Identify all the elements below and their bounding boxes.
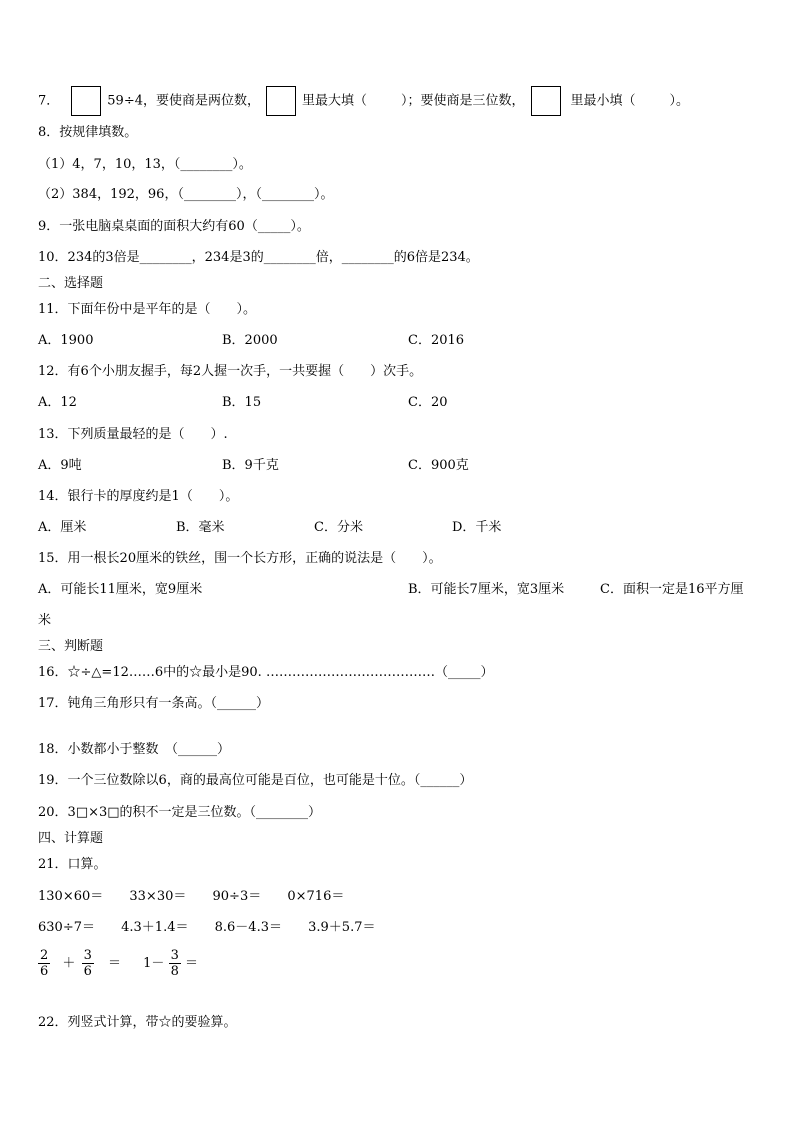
- equals-sign: ＝: [108, 956, 122, 971]
- question-9: 9．一张电脑桌桌面的面积大约有60（_____）。: [38, 219, 310, 234]
- answer-box-1[interactable]: [71, 86, 101, 116]
- q15-option-a[interactable]: A．可能长11厘米，宽9厘米: [38, 582, 203, 597]
- calc-item: 33×30＝: [129, 889, 187, 904]
- q12-option-c[interactable]: C．20: [408, 395, 448, 410]
- q11-option-a[interactable]: A．1900: [38, 333, 94, 348]
- section-calculation-heading: 四、计算题: [38, 831, 104, 846]
- question-20: 20．3□×3□的积不一定是三位数。（________）: [38, 805, 322, 820]
- question-14: 14．银行卡的厚度约是1（ ）。: [38, 489, 239, 504]
- q7-text-3: ）；要使商是三位数，: [401, 93, 525, 109]
- section-choice-heading: 二、选择题: [38, 276, 104, 291]
- calc-item: 3.9＋5.7＝: [308, 920, 376, 935]
- q13-option-a[interactable]: A．9吨: [38, 458, 82, 473]
- question-8-sub2: （2）384，192，96，（________），（________）。: [38, 187, 334, 202]
- section-judgement-heading: 三、判断题: [38, 639, 104, 654]
- question-22: 22．列竖式计算，带☆的要验算。: [38, 1015, 237, 1030]
- q7-text-5: ）。: [669, 93, 690, 109]
- question-8-title: 8．按规律填数。: [38, 125, 138, 140]
- q7-text-4: 里最小填（: [570, 93, 636, 109]
- question-12: 12．有6个小朋友握手，每2人握一次手，一共要握（ ）次手。: [38, 364, 423, 379]
- question-8-sub1: （1）4，7，10，13，（________）。: [38, 157, 252, 172]
- oral-calc-row-1: [38, 888, 366, 906]
- q14-option-c[interactable]: C．分米: [314, 520, 363, 535]
- calc-item: 130×60＝: [38, 889, 104, 904]
- calc-item: 90÷3＝: [212, 889, 262, 904]
- q12-option-a[interactable]: A．12: [38, 395, 77, 410]
- answer-box-2[interactable]: [266, 86, 296, 116]
- q13-option-c[interactable]: C．900克: [408, 458, 469, 473]
- q15-option-c[interactable]: C．面积一定是16平方厘: [600, 582, 744, 597]
- question-16: 16．☆÷△=12……6中的☆最小是90. …………………………………（_____）: [38, 665, 494, 680]
- q11-option-b[interactable]: B．2000: [222, 333, 278, 348]
- question-11: 11．下面年份中是平年的是（ ）。: [38, 302, 257, 317]
- question-17: 17．钝角三角形只有一条高。（______）: [38, 696, 270, 711]
- answer-box-3[interactable]: [531, 86, 561, 116]
- fraction-2-6: $\frac{2}{6}$: [40, 948, 49, 979]
- oral-calc-row-3: [38, 944, 198, 984]
- q14-option-d[interactable]: D．千米: [452, 520, 502, 535]
- question-18: 18．小数都小于整数 （______）: [38, 742, 231, 757]
- question-15: 15．用一根长20厘米的铁丝，围一个长方形，正确的说法是（ ）。: [38, 551, 442, 566]
- calc-item: 8.6－4.3＝: [214, 920, 282, 935]
- question-13: 13．下列质量最轻的是（ ）.: [38, 427, 228, 442]
- q14-option-a[interactable]: A．厘米: [38, 520, 87, 535]
- q15-option-c-continued: 米: [38, 613, 52, 628]
- q15-option-b[interactable]: B．可能长7厘米，宽3厘米: [408, 582, 565, 597]
- one-minus: 1－: [143, 956, 165, 971]
- calc-item: 4.3＋1.4＝: [121, 920, 189, 935]
- q14-option-b[interactable]: B．毫米: [176, 520, 225, 535]
- plus-sign: ＋: [62, 956, 76, 971]
- calc-item: 630÷7＝: [38, 920, 95, 935]
- q13-option-b[interactable]: B．9千克: [222, 458, 279, 473]
- equals-sign: ＝: [185, 956, 199, 971]
- q7-text-1: 59÷4，要使商是两位数，: [107, 93, 260, 109]
- q7-text-2: 里最大填（: [302, 93, 368, 109]
- fraction-3-6: $\frac{3}{6}$: [83, 948, 92, 979]
- calc-item: 0×716＝: [287, 889, 345, 904]
- question-19: 19．一个三位数除以6，商的最高位可能是百位，也可能是十位。（______）: [38, 773, 473, 788]
- question-7: [38, 86, 689, 116]
- fraction-3-8: $\frac{3}{8}$: [170, 948, 179, 979]
- question-10: 10．234的3倍是________，234是3的________倍，________的6倍是234。: [38, 250, 479, 265]
- q7-number: 7．: [38, 93, 60, 109]
- q12-option-b[interactable]: B．15: [222, 395, 262, 410]
- question-21-title: 21．口算。: [38, 857, 107, 872]
- q11-option-c[interactable]: C．2016: [408, 333, 465, 348]
- oral-calc-row-2: [38, 919, 397, 937]
